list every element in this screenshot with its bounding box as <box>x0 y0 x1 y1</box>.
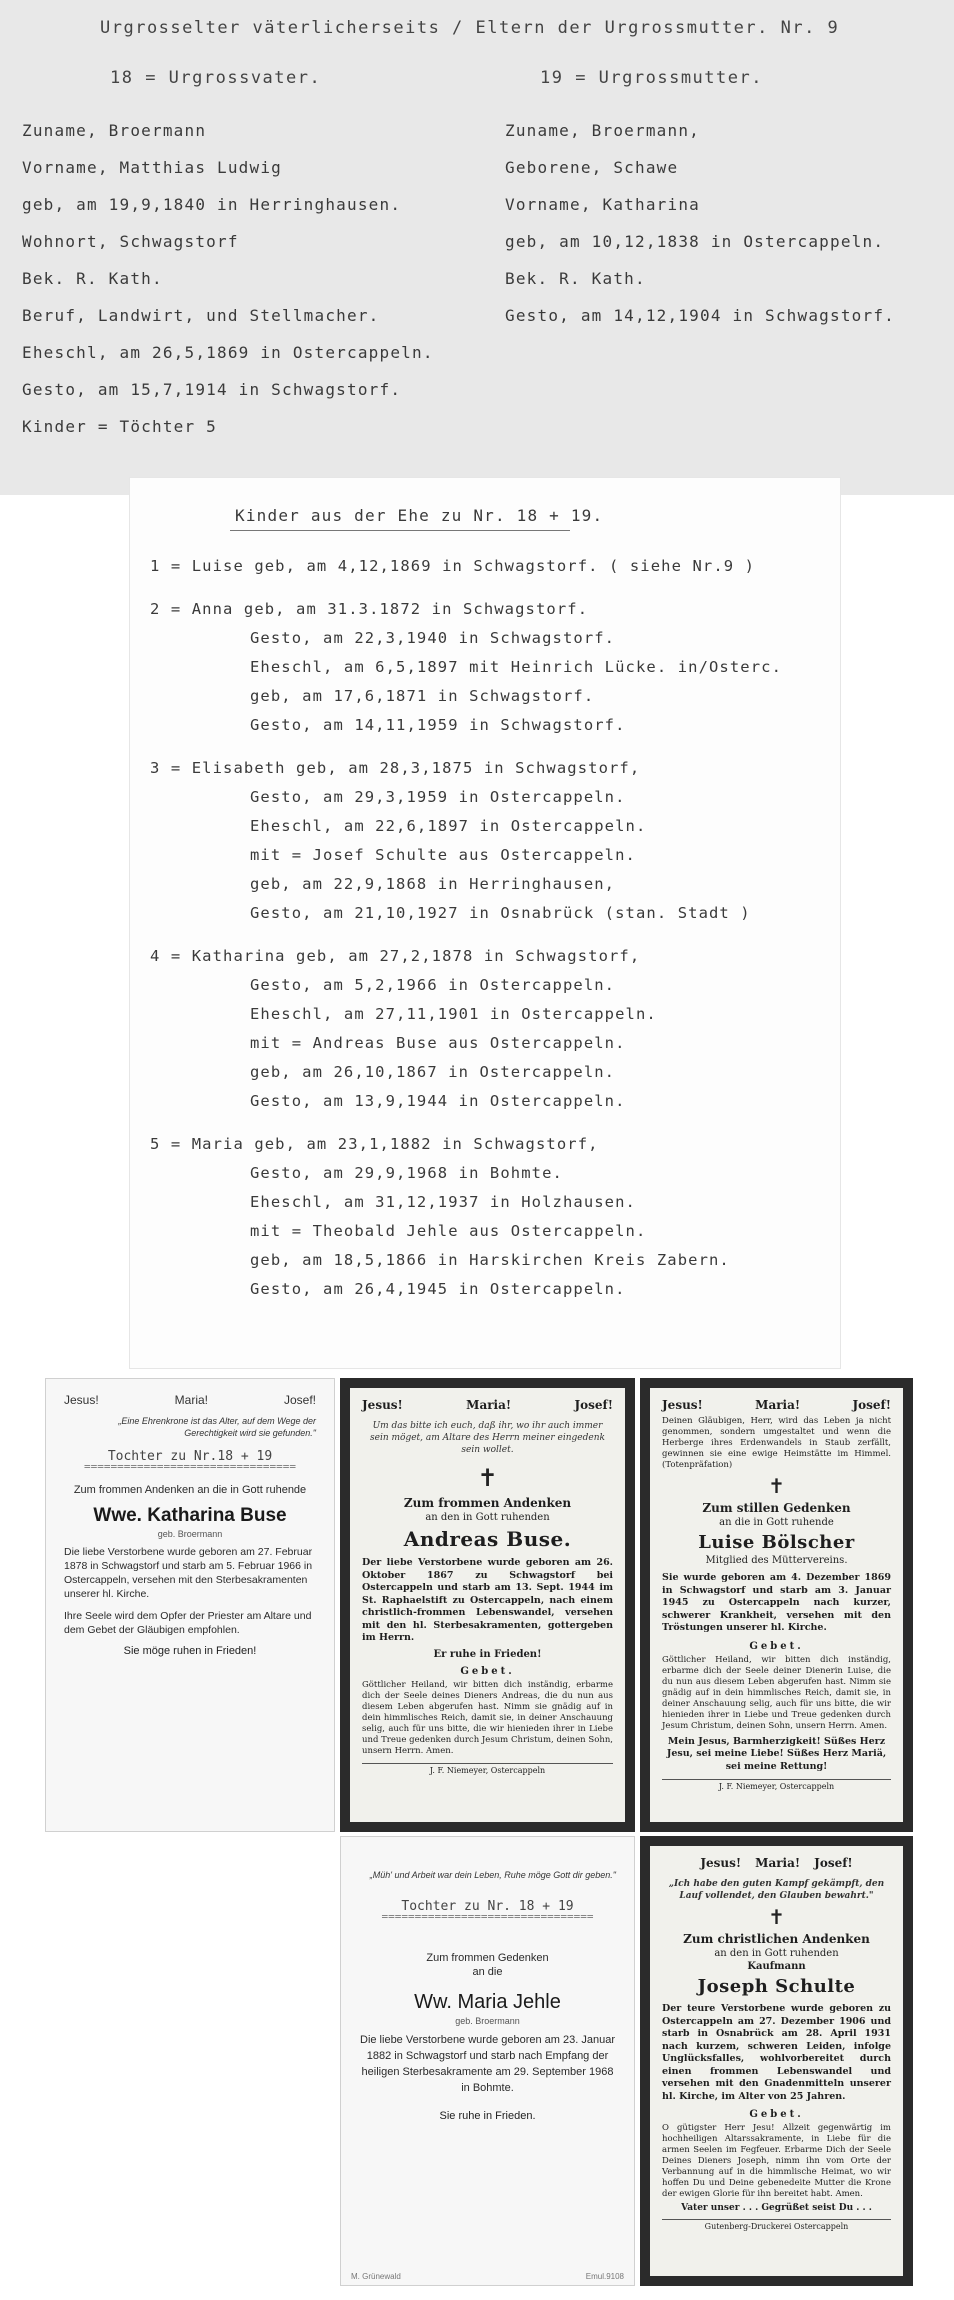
cross-icon: ✝ <box>768 1905 785 1929</box>
child-entry-subline: Gesto, am 29,9,1968 in Bohmte. <box>250 1164 563 1182</box>
prayer-heading: Gebet. <box>749 2109 804 2120</box>
child-entry-subline: mit = Josef Schulte aus Ostercappeln. <box>250 846 636 864</box>
card-quote: Um das bitte ich euch, daß ihr, wo ihr auch immer sein möget, am Altare des Herrn meiner eingedenk sein wollet. <box>370 1421 605 1455</box>
father-line: Beruf, Landwirt, und Stellmacher. <box>22 306 380 325</box>
heading-underline <box>230 530 570 531</box>
children-card <box>130 478 840 1368</box>
death-card-andreas-buse <box>340 1378 635 1832</box>
header-jesus: Jesus! <box>700 1856 742 1870</box>
father-line: Kinder = Töchter 5 <box>22 417 217 436</box>
child-entry <box>150 754 830 928</box>
child-entry-subline: geb, am 17,6,1871 in Schwagstorf. <box>250 687 595 705</box>
child-entry-subline: Gesto, am 14,11,1959 in Schwagstorf. <box>250 716 626 734</box>
death-card-katharina-buse <box>45 1378 335 1832</box>
card-closing: Vater unser . . . Gegrüßet seist Du . . . <box>681 2203 872 2213</box>
child-entry-subline: Gesto, am 29,3,1959 in Ostercappeln. <box>250 788 626 806</box>
card-quote: „Eine Ehrenkrone ist das Alter, auf dem Wege der Gerechtigkeit wird sie gefunden." <box>118 1416 316 1438</box>
child-entry-subline: mit = Andreas Buse aus Ostercappeln. <box>250 1034 626 1052</box>
printer-imprint: J. F. Niemeyer, Ostercappeln <box>662 1779 891 1791</box>
deceased-name: Luise Bölscher <box>698 1532 855 1553</box>
child-entry <box>150 552 830 581</box>
ancestor-card <box>0 0 954 495</box>
tochter-rule: ================================ <box>381 1910 594 1923</box>
child-entry-subline: Gesto, am 13,9,1944 in Ostercappeln. <box>250 1092 626 1110</box>
deceased-title: Kaufmann <box>747 1961 806 1972</box>
child-entry-subline: geb, am 18,5,1866 in Harskirchen Kreis Zabern. <box>250 1251 730 1269</box>
card-intro-sub: an die in Gott ruhende <box>719 1517 834 1528</box>
birth-name: geb. Broermann <box>455 2016 520 2026</box>
children-heading: Kinder aus der Ehe zu Nr. 18 + 19. <box>235 506 604 525</box>
child-entry-subline: geb, am 22,9,1868 in Herringhausen, <box>250 875 616 893</box>
prayer-heading: Gebet. <box>749 1640 804 1652</box>
card-intro: Zum frommen Gedenken <box>426 1952 549 1964</box>
card-quote: Deinen Gläubigen, Herr, wird das Leben ja nicht genommen, sondern umgestaltet und wenn die Herberge ihres Erdenwandels in Staub zerfällt, gewinnen sie eine ewige Heimstätte im Himmel. (Totenpräfation) <box>662 1416 891 1470</box>
card-inner <box>650 1388 903 1822</box>
child-entry-subline: mit = Theobald Jehle aus Ostercappeln. <box>250 1222 647 1240</box>
card-closing: Sie möge ruhen in Frieden! <box>123 1645 257 1657</box>
tochter-label: Tochter zu Nr.18 + 19 <box>107 1449 273 1464</box>
prayer-heading: Gebet. <box>460 1665 515 1677</box>
mother-line: Gesto, am 14,12,1904 in Schwagstorf. <box>505 306 895 325</box>
child-entry <box>150 1130 830 1304</box>
card-intro: Zum stillen Gedenken <box>702 1501 851 1515</box>
tochter-annotation <box>359 1899 616 1923</box>
header-josef: Josef! <box>283 1393 316 1407</box>
card-body: Der teure Verstorbene wurde geboren zu Ostercappeln am 27. Dezember 1906 und starb in Osnabrück am 28. April 1931 nach kurzem, schweren Leiden, infolge Unglücksfalles, wohlvorbereitet durch einen frommen Lebenswandel und versehen mit den Gnadenmitteln unserer hl. Kirche, im Alter von 25 Jahren. <box>662 2003 891 2102</box>
father-details <box>22 112 502 445</box>
card-intro-sub: an den in Gott ruhenden <box>714 1948 839 1959</box>
tochter-rule: ================================ <box>84 1460 296 1473</box>
mother-line: Geborene, Schawe <box>505 158 679 177</box>
death-card-maria-jehle <box>340 1836 635 2286</box>
prayer-text: Göttlicher Heiland, wir bitten dich inständig, erbarme dich der Seele deiner Dienerin Luise, die du nun aus diesem Leben abgerufen hast. Nimm sie gnädig auf in dein himmlisches Reich, damit sie, in deiner Anschauung selig, auch für uns bitte, die wir hienieden ihrer in Liebe und Treue gedenken durch Jesum Christum, deinen Sohn, unsern Herrn. Amen. <box>662 1654 891 1731</box>
child-entry <box>150 942 830 1116</box>
header-maria: Maria! <box>174 1393 208 1407</box>
deceased-name: Wwe. Katharina Buse <box>93 1505 287 1526</box>
father-line: Vorname, Matthias Ludwig <box>22 158 282 177</box>
child-entry-subline: Gesto, am 21,10,1927 in Osnabrück (stan. Stadt ) <box>250 904 751 922</box>
child-entry-line: 4 = Katharina geb, am 27,2,1878 in Schwagstorf, <box>150 947 641 965</box>
header-maria: Maria! <box>755 1398 801 1412</box>
deceased-name: Andreas Buse. <box>403 1527 572 1551</box>
mother-heading: 19 = Urgrossmutter. <box>540 68 763 88</box>
header-jesus: Jesus! <box>64 1393 99 1407</box>
mother-line: Vorname, Katharina <box>505 195 700 214</box>
father-line: Eheschl, am 26,5,1869 in Ostercappeln. <box>22 343 434 362</box>
card-body: Sie wurde geboren am 4. Dezember 1869 in Schwagstorf und starb am 3. Januar 1945 zu Ostercappeln nach kurzer, schwerer Krankheit, versehen mit den Tröstungen unserer hl. Kirche. <box>662 1572 891 1633</box>
header-jesus: Jesus! <box>662 1398 703 1412</box>
card-intro-sub: an die <box>472 1966 503 1978</box>
header-maria: Maria! <box>466 1398 512 1412</box>
mother-line: Bek. R. Kath. <box>505 269 646 288</box>
card-header <box>662 1856 891 1870</box>
father-line: geb, am 19,9,1840 in Herringhausen. <box>22 195 402 214</box>
prayer-text: Göttlicher Heiland, wir bitten dich inständig, erbarme dich der Seele deines Dieners Andreas, die du nun aus diesem Leben abgerufen hast. Nimm sie gnädig auf in dein himmlisches Reich, damit sie, in deiner Anschauung selig, auch für uns bitte, die wir hienieden ihrer in Liebe und Treue gedenken durch Jesum Christum, deinen Sohn, unsern Herrn. Amen. <box>362 1679 613 1756</box>
card-header <box>662 1398 891 1412</box>
father-line: Gesto, am 15,7,1914 in Schwagstorf. <box>22 380 402 399</box>
father-line: Wohnort, Schwagstorf <box>22 232 239 251</box>
header-maria: Maria! <box>755 1856 801 1870</box>
footer-code: Emul.9108 <box>585 2272 624 2281</box>
card-intro: Zum christlichen Andenken <box>683 1932 870 1946</box>
card-body <box>64 1545 316 1637</box>
card-rest: Er ruhe in Frieden! <box>433 1648 542 1660</box>
card-quote: „Müh' und Arbeit war dein Leben, Ruhe möge Gott dir geben." <box>369 1870 616 1880</box>
child-entry-line: 1 = Luise geb, am 4,12,1869 in Schwagstorf. ( siehe Nr.9 ) <box>150 557 756 575</box>
birth-name: geb. Broermann <box>157 1529 223 1539</box>
child-entry-subline: Eheschl, am 31,12,1937 in Holzhausen. <box>250 1193 636 1211</box>
child-entry-subline: Gesto, am 22,3,1940 in Schwagstorf. <box>250 629 616 647</box>
card-paragraph: Die liebe Verstorbene wurde geboren am 27. Februar 1878 in Schwagstorf und starb am 5. Februar 1966 in Ostercappeln, versehen mit den Sterbesakramenten unserer hl. Kirche. <box>64 1546 313 1600</box>
death-card-collage <box>45 1378 913 2286</box>
child-entry-subline: Eheschl, am 27,11,1901 in Ostercappeln. <box>250 1005 657 1023</box>
child-entry-line: 2 = Anna geb, am 31.3.1872 in Schwagstorf. <box>150 600 589 618</box>
prayer-text: O gütigster Herr Jesu! Allzeit gegenwärtig im hochheiligen Altarssakramente, in Liebe für die armen Seelen im Fegfeuer. Erbarme Dich der Seele Deines Dieners Joseph, nimm ihn vom Orte der Verbannung auf in die himmlische Heimat, wo wir hoffen Du und Deine gebenedeite Mutter die Krone der ewigen Glorie für ihn bereitet habt. Amen. <box>662 2123 891 2199</box>
deceased-name: Ww. Maria Jehle <box>414 1991 561 2013</box>
card-closing: Mein Jesus, Barmherzigkeit! Süßes Herz Jesu, sei meine Liebe! Süßes Herz Mariä, sei meine Rettung! <box>666 1735 887 1772</box>
child-entry-subline: Gesto, am 26,4,1945 in Ostercappeln. <box>250 1280 626 1298</box>
tochter-label: Tochter zu Nr. 18 + 19 <box>401 1899 574 1914</box>
printer-imprint: Gutenberg-Druckerei Ostercappeln <box>662 2219 891 2231</box>
card-intro-sub: an den in Gott ruhenden <box>425 1512 550 1523</box>
father-line: Bek. R. Kath. <box>22 269 163 288</box>
header-jesus: Jesus! <box>362 1398 403 1412</box>
mother-line: Zuname, Broermann, <box>505 121 700 140</box>
header-josef: Josef! <box>574 1398 613 1412</box>
card-closing: Sie ruhe in Frieden. <box>439 2110 536 2122</box>
printer-imprint: J. F. Niemeyer, Ostercappeln <box>362 1763 613 1775</box>
ancestor-card-title: Urgrosselter väterlicherseits / Eltern der Urgrossmutter. Nr. 9 <box>100 18 840 38</box>
death-card-joseph-schulte <box>640 1836 913 2286</box>
tochter-annotation <box>64 1449 316 1473</box>
card-header <box>362 1398 613 1412</box>
header-josef: Josef! <box>852 1398 891 1412</box>
card-body: Die liebe Verstorbene wurde geboren am 23. Januar 1882 in Schwagstorf und starb nach Empfang der heiligen Sterbesakramente am 29. September 1968 in Bohmte. <box>360 2034 615 2094</box>
card-intro: Zum frommen Andenken an die in Gott ruhende <box>73 1484 307 1496</box>
children-list <box>150 552 830 1318</box>
child-entry-line: 3 = Elisabeth geb, am 28,3,1875 in Schwagstorf, <box>150 759 641 777</box>
deceased-name: Joseph Schulte <box>697 1976 856 1997</box>
cross-icon: ✝ <box>768 1474 785 1498</box>
child-entry-subline: Gesto, am 5,2,1966 in Ostercappeln. <box>250 976 616 994</box>
father-heading: 18 = Urgrossvater. <box>110 68 322 88</box>
card-inner <box>650 1846 903 2276</box>
father-line: Zuname, Broermann <box>22 121 207 140</box>
collage-empty-slot <box>45 1836 335 2286</box>
cross-icon: ✝ <box>477 1464 498 1492</box>
card-paragraph: Ihre Seele wird dem Opfer der Priester am Altare und dem Gebet der Gläubigen empfohlen. <box>64 1610 312 1636</box>
card-quote: „Ich habe den guten Kampf gekämpft, den Lauf vollendet, den Glauben bewahrt." <box>668 1879 885 1901</box>
child-entry <box>150 595 830 740</box>
footer-printer: M. Grünewald <box>351 2272 401 2281</box>
child-entry-subline: Eheschl, am 6,5,1897 mit Heinrich Lücke. in/Osterc. <box>250 658 783 676</box>
card-body: Der liebe Verstorbene wurde geboren am 26. Oktober 1867 zu Schwagstorf bei Ostercappeln und starb am 13. Sept. 1944 im St. Raphaelstift zu Ostercappeln, nach einem christlich-frommen Lebenswandel, versehen mit den hl. Sterbesakramenten, gottergeben im Herrn. <box>362 1557 613 1643</box>
child-entry-line: 5 = Maria geb, am 23,1,1882 in Schwagstorf, <box>150 1135 599 1153</box>
child-entry-subline: geb, am 26,10,1867 in Ostercappeln. <box>250 1063 616 1081</box>
deceased-membership: Mitglied des Müttervereins. <box>705 1555 848 1566</box>
card-intro: Zum frommen Andenken <box>403 1496 572 1510</box>
card-header <box>64 1393 316 1407</box>
mother-line: geb, am 10,12,1838 in Ostercappeln. <box>505 232 885 251</box>
mother-details <box>505 112 950 334</box>
card-footer <box>351 2272 624 2281</box>
child-entry-subline: Eheschl, am 22,6,1897 in Ostercappeln. <box>250 817 647 835</box>
header-josef: Josef! <box>814 1856 853 1870</box>
death-card-luise-boelscher <box>640 1378 913 1832</box>
card-inner <box>350 1388 625 1822</box>
